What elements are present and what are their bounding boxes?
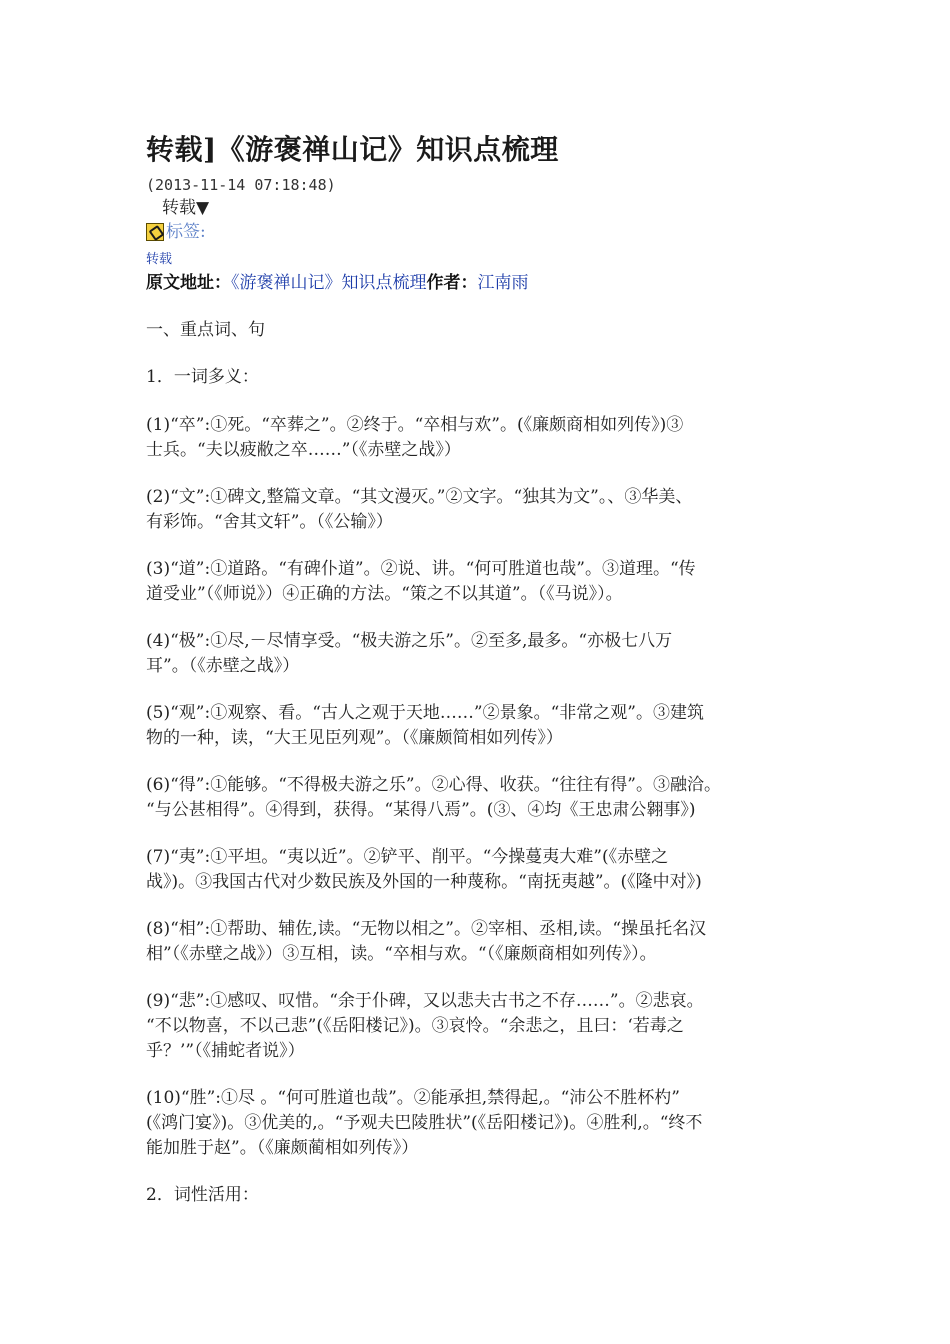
origin-line xyxy=(146,270,818,296)
paragraph-5: (5)“观”:①观察、看。“古人之观于天地……”②景象。“非常之观”。③建筑 物的一种，读，“大王见臣列观”。（《廉颇简相如列传》） xyxy=(146,703,704,748)
tags-label: 标签: xyxy=(166,222,206,242)
paragraph-3: (3)“道”:①道路。“有碑仆道”。②说、讲。“何可胜道也哉”。③道理。“传 道受业”（《师说》）④正确的方法。“策之不以其道”。（《马说》）。 xyxy=(146,559,696,604)
paragraph-9: (9)“悲”:①感叹、叹惜。“余于仆碑，又以悲夫古书之不存……”。②悲哀。 “不以物喜，不以己悲”(《岳阳楼记》)。③哀怜。“余悲之，且曰：‘若毒之 乎？’”（《捕蛇者说》） xyxy=(146,991,704,1061)
paragraph-4: (4)“极”:①尽,－尽情享受。“极夫游之乐”。②至多,最多。“亦极七八万 耳”。（《赤壁之战》） xyxy=(146,631,673,676)
paragraph-2: (2)“文”:①碑文,整篇文章。“其文漫灭。”②文字。“独其为文”。、③华美、 有彩饰。“舍其文轩”。（《公输》） xyxy=(146,487,693,532)
paragraph-1: (1)“卒”:①死。“卒葬之”。②终于。“卒相与欢”。(《廉颇商相如列传》)③ 士兵。“夫以疲敝之卒……”（《赤壁之战》） xyxy=(146,415,684,460)
article xyxy=(146,128,818,1208)
paragraph-8: (8)“相”:①帮助、辅佐,读。“无物以相之”。②宰相、丞相,读。“操虽托名汉 相”（《赤壁之战》）③互相，读。“卒相与欢。“（《廉颇商相如列传》）。 xyxy=(146,919,707,964)
tags-row xyxy=(146,220,818,244)
paragraph-6: (6)“得”:①能够。“不得极夫游之乐”。②心得、收获。“往往有得”。③融洽。 “与公甚相得”。④得到，获得。“某得八焉”。(③、④均《王忠肃公翱事》) xyxy=(146,775,721,820)
sub-heading-1: 1．一词多义： xyxy=(146,367,259,387)
origin-label: 原文地址： xyxy=(146,273,231,293)
repost-dropdown[interactable]: 转载▼ xyxy=(162,198,210,218)
author-link[interactable]: 江南雨 xyxy=(477,273,529,293)
sub-heading-2: 2．词性活用： xyxy=(146,1185,259,1205)
paragraph-10: (10)“胜”:①尽 。“何可胜道也哉”。②能承担,禁得起,。“沛公不胜杯杓” (《鸿门宴》)。③优美的,。“予观夫巴陵胜状”(《岳阳楼记》)。④胜利,。“终不 能加胜于赵”。（《廉颇蔺相如列传》） xyxy=(146,1088,703,1158)
section-heading: 一、重点词、句 xyxy=(146,320,265,340)
tag-link-repost[interactable]: 转载 xyxy=(146,252,173,267)
author-label: 作者： xyxy=(426,273,478,293)
page-title: 转载]《游褒禅山记》知识点梳理 xyxy=(146,133,559,166)
paragraph-7: (7)“夷”:①平坦。“夷以近”。②铲平、削平。“今操蔓夷大难”(《赤壁之 战》)。③我国古代对少数民族及外国的一种蔑称。“南抚夷越”。(《隆中对》) xyxy=(146,847,702,892)
post-timestamp: (2013-11-14 07:18:48) xyxy=(146,176,336,194)
origin-link[interactable]: 《游褒禅山记》知识点梳理 xyxy=(231,273,427,293)
tag-icon xyxy=(146,223,164,241)
